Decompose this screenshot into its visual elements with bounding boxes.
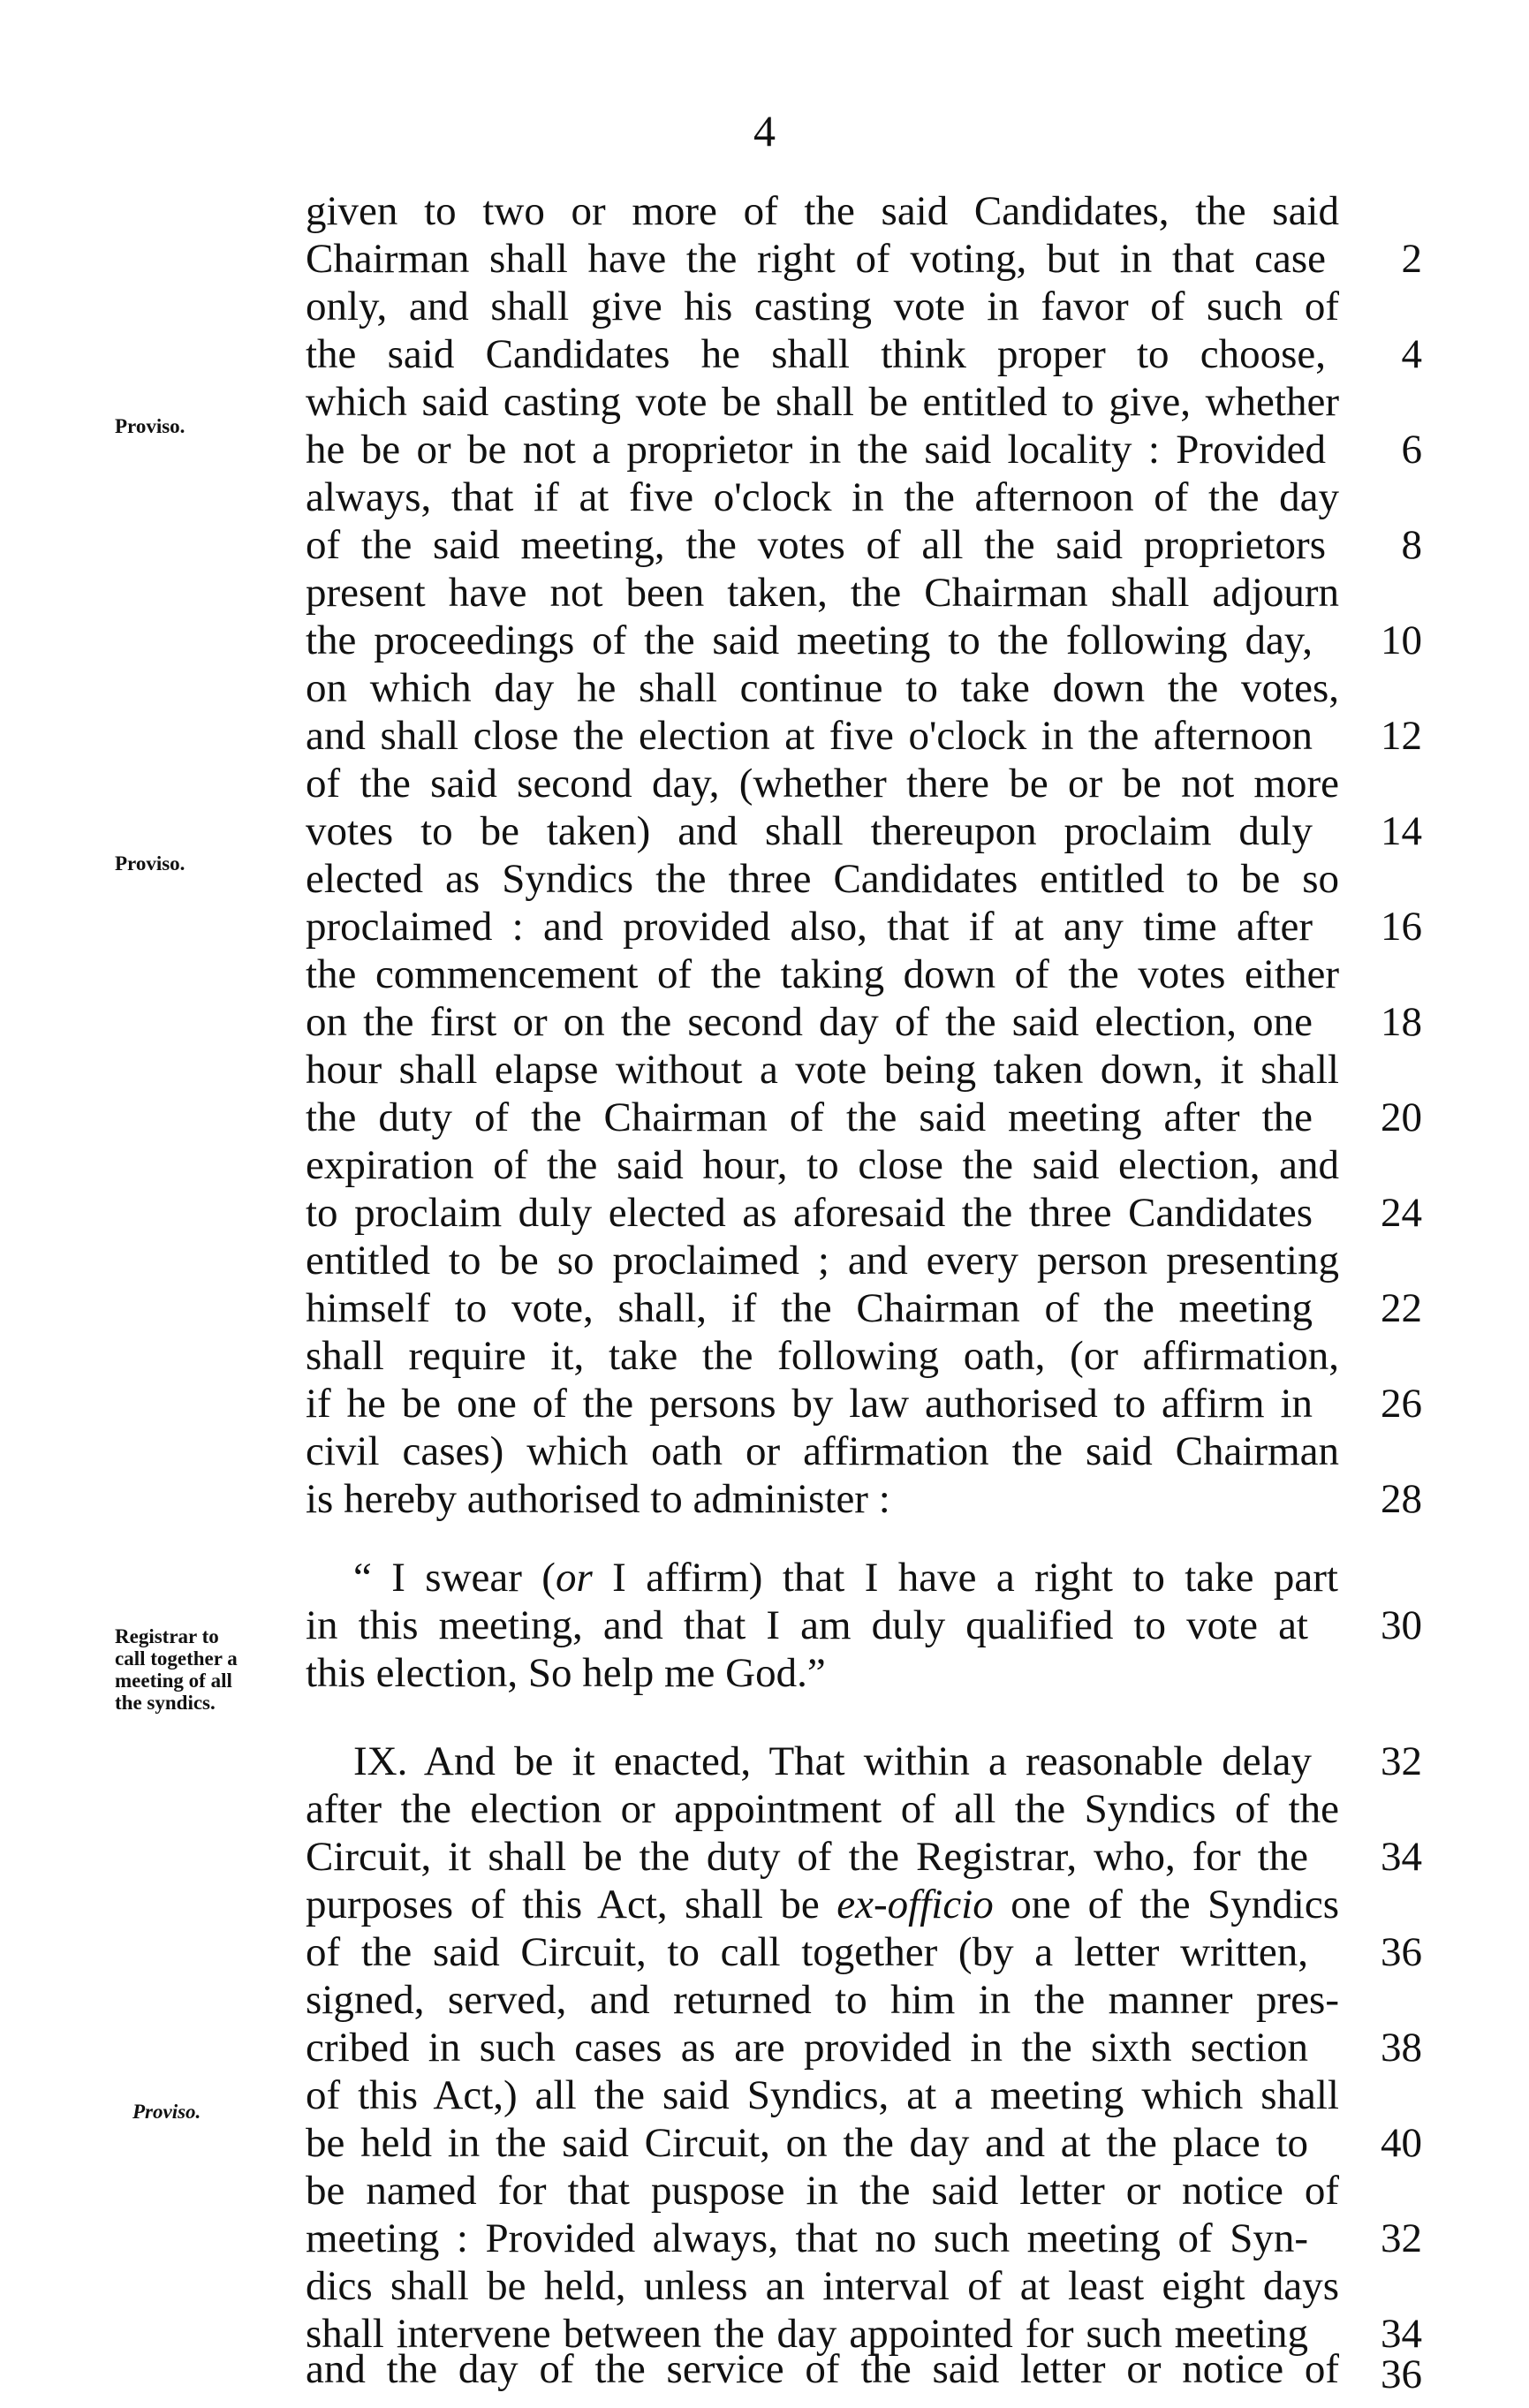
section-line: shall intervene between the day appointed for such meeting (306, 2311, 1308, 2357)
line-number: 6 (1401, 427, 1422, 473)
line-number: 26 (1381, 1381, 1422, 1427)
section-line: IX. And be it enacted, That within a reasonable delay (353, 1738, 1312, 1784)
text-line: the said Candidates he shall think proper to choose, (306, 331, 1326, 377)
section-line: dics shall be held, unless an interval of at least eight days (306, 2263, 1339, 2309)
text-line: the proceedings of the said meeting to the following day, (306, 617, 1313, 663)
line-number: 34 (1381, 1834, 1422, 1880)
text-line: hour shall elapse without a vote being taken down, it shall (306, 1047, 1339, 1093)
section-line: purposes of this Act, shall be ex-officio one of the Syndics (306, 1882, 1339, 1927)
text-line: proclaimed : and provided also, that if at any time after (306, 904, 1313, 950)
section-line: be named for that puspose in the said letter or notice of (306, 2168, 1339, 2214)
text-line: to proclaim duly elected as aforesaid the three Candidates (306, 1190, 1313, 1236)
text-line: on the first or on the second day of the said election, one (306, 999, 1313, 1045)
section-line: meeting : Provided always, that no such meeting of Syn- (306, 2215, 1308, 2261)
text-line: always, that if at five o'clock in the afternoon of the day (306, 474, 1339, 520)
text-line: present have not been taken, the Chairman shall adjourn (306, 570, 1339, 616)
line-number: 14 (1381, 808, 1422, 854)
section-line: Circuit, it shall be the duty of the Registrar, who, for the (306, 1834, 1308, 1880)
text-line: on which day he shall continue to take down the votes, (306, 665, 1339, 711)
section-line: signed, served, and returned to him in the manner pres- (306, 1977, 1339, 2023)
line-number: 40 (1381, 2120, 1422, 2166)
text-line: Chairman shall have the right of voting, but in that case (306, 236, 1326, 282)
line-number: 34 (1381, 2311, 1422, 2357)
section-line: be held in the said Circuit, on the day and at the place to (306, 2120, 1308, 2166)
page-number: 4 (753, 106, 776, 155)
oath-line: “ I swear (or I affirm) that I have a right to take part (353, 1555, 1338, 1601)
line-number: 38 (1381, 2025, 1422, 2071)
text-line: which said casting vote be shall be entitled to give, whether (306, 379, 1339, 425)
text-line: given to two or more of the said Candidates, the said (306, 188, 1339, 234)
line-number: 32 (1381, 2215, 1422, 2261)
text-line: shall require it, take the following oath, (or affirmation, (306, 1333, 1339, 1379)
line-number: 18 (1381, 999, 1422, 1045)
line-number: 2 (1401, 236, 1422, 282)
line-number: 28 (1381, 1476, 1422, 1522)
section-line: cribed in such cases as are provided in the sixth section (306, 2025, 1308, 2071)
text-line: expiration of the said hour, to close the said election, and (306, 1142, 1339, 1188)
text-line: civil cases) which oath or affirmation the said Chairman (306, 1428, 1339, 1474)
line-number: 4 (1401, 331, 1422, 377)
text-line: of the said second day, (whether there be or be not more (306, 761, 1339, 806)
line-number: 8 (1401, 522, 1422, 568)
italic-word: or (555, 1555, 593, 1601)
line-number: 22 (1381, 1285, 1422, 1331)
text-line: the duty of the Chairman of the said meeting after the (306, 1094, 1313, 1140)
margin-note-proviso: Proviso. (115, 415, 185, 437)
section-line: of the said Circuit, to call together (by a letter written, (306, 1929, 1308, 1975)
text-line: only, and shall give his casting vote in favor of such of (306, 284, 1339, 329)
line-number: 36 (1381, 1929, 1422, 1975)
text-line: he be or be not a proprietor in the said locality : Provided (306, 427, 1326, 473)
oath-line: in this meeting, and that I am duly qualified to vote at (306, 1602, 1308, 1648)
line-number: 16 (1381, 904, 1422, 950)
text-line: is hereby authorised to administer : (306, 1476, 890, 1522)
line-number: 20 (1381, 1094, 1422, 1140)
section-line: and the day of the service of the said letter or notice of (306, 2346, 1339, 2392)
text-line: of the said meeting, the votes of all the said proprietors (306, 522, 1326, 568)
text-line: elected as Syndics the three Candidates entitled to be so (306, 856, 1339, 902)
line-number: 24 (1381, 1190, 1422, 1236)
margin-note-registrar: Registrar to call together a meeting of all the syndics. (115, 1625, 238, 1714)
text-line: the commencement of the taking down of the votes either (306, 951, 1339, 997)
margin-note-proviso: Proviso. (132, 2101, 201, 2123)
line-number: 36 (1381, 2351, 1422, 2397)
text-line: entitled to be so proclaimed ; and every person presenting (306, 1238, 1339, 1284)
line-number: 12 (1381, 713, 1422, 759)
margin-note-proviso: Proviso. (115, 852, 185, 875)
line-number: 10 (1381, 617, 1422, 663)
text-line: if he be one of the persons by law authorised to affirm in (306, 1381, 1313, 1427)
section-line: after the election or appointment of all the Syndics of the (306, 1786, 1339, 1832)
text-line: and shall close the election at five o'clock in the afternoon (306, 713, 1313, 759)
section-line: of this Act,) all the said Syndics, at a meeting which shall (306, 2072, 1339, 2118)
line-number: 32 (1381, 1738, 1422, 1784)
line-number: 30 (1381, 1602, 1422, 1648)
italic-word: ex-officio (836, 1882, 994, 1927)
oath-line: this election, So help me God.” (306, 1650, 826, 1696)
text-line: votes to be taken) and shall thereupon proclaim duly (306, 808, 1313, 854)
text-line: himself to vote, shall, if the Chairman of the meeting (306, 1285, 1313, 1331)
